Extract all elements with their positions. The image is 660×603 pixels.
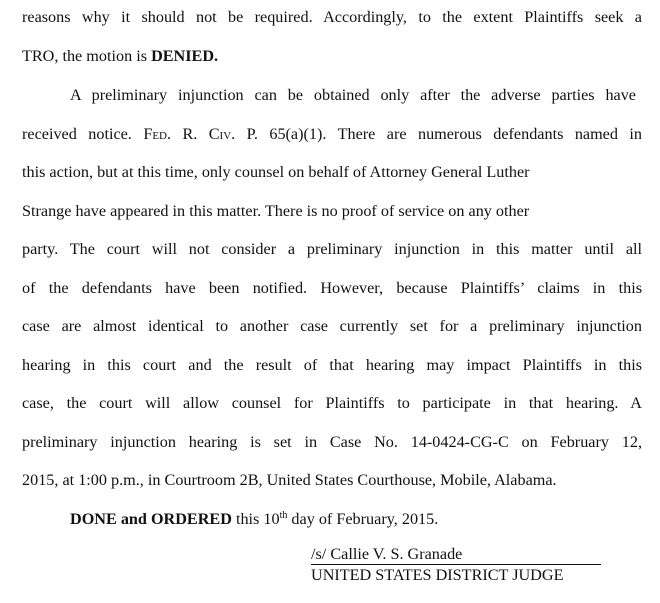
text-line-5 xyxy=(22,162,642,182)
text-line-2 xyxy=(22,46,642,66)
text-line-9 xyxy=(22,316,642,336)
done-and-ordered: DONE and ORDERED xyxy=(70,510,232,528)
line-text: of the defendants have been notified. However, because Plaintiffs’ claims in this xyxy=(22,279,642,297)
line-text: case, the court will allow counsel for Plaintiffs to participate in that hearing. A xyxy=(22,394,642,412)
signature-name: /s/ Callie V. S. Granade xyxy=(311,545,601,565)
denied-text: DENIED. xyxy=(151,47,219,65)
text-line-3 xyxy=(70,85,636,105)
line-text: this 10 xyxy=(231,510,280,528)
line-text: reasons why it should not be required. Accordingly, to the extent Plaintiffs seek a xyxy=(22,8,642,26)
rule-citation: Fed. R. Civ. xyxy=(143,125,236,143)
line-text: received notice. xyxy=(22,125,144,143)
text-line-10 xyxy=(22,355,642,375)
text-line-8 xyxy=(22,278,642,298)
text-line-12 xyxy=(22,432,642,452)
done-and-ordered-line xyxy=(70,509,630,529)
line-text: P. 65(a)(1). There are numerous defendants named in xyxy=(235,125,642,143)
line-text: TRO, the motion is xyxy=(22,47,152,65)
line-text: hearing in this court and the result of that hearing may impact Plaintiffs in this xyxy=(22,356,642,374)
line-text: this action, but at this time, only counsel on behalf of Attorney General Luther xyxy=(22,163,530,181)
ordinal-suffix: th xyxy=(279,510,288,521)
text-line-1 xyxy=(22,7,642,27)
line-text: A preliminary injunction can be obtained only after the adverse parties have xyxy=(70,86,636,104)
text-line-13 xyxy=(22,470,642,490)
line-text: 2015, at 1:00 p.m., in Courtroom 2B, United States Courthouse, Mobile, Alabama. xyxy=(22,471,557,489)
text-line-11 xyxy=(22,393,642,413)
line-text: Strange have appeared in this matter. There is no proof of service on any other xyxy=(22,202,530,220)
signature-block xyxy=(311,545,601,585)
line-text: case are almost identical to another case currently set for a preliminary injunction xyxy=(22,317,642,335)
line-text: preliminary injunction hearing is set in Case No. 14-0424-CG-C on February 12, xyxy=(22,433,642,451)
line-text: day of February, 2015. xyxy=(287,510,439,528)
text-line-6 xyxy=(22,201,642,221)
text-line-4 xyxy=(22,124,642,144)
signature-title: UNITED STATES DISTRICT JUDGE xyxy=(311,566,564,584)
text-line-7 xyxy=(22,239,642,259)
line-text: party. The court will not consider a preliminary injunction in this matter until all xyxy=(22,240,642,258)
